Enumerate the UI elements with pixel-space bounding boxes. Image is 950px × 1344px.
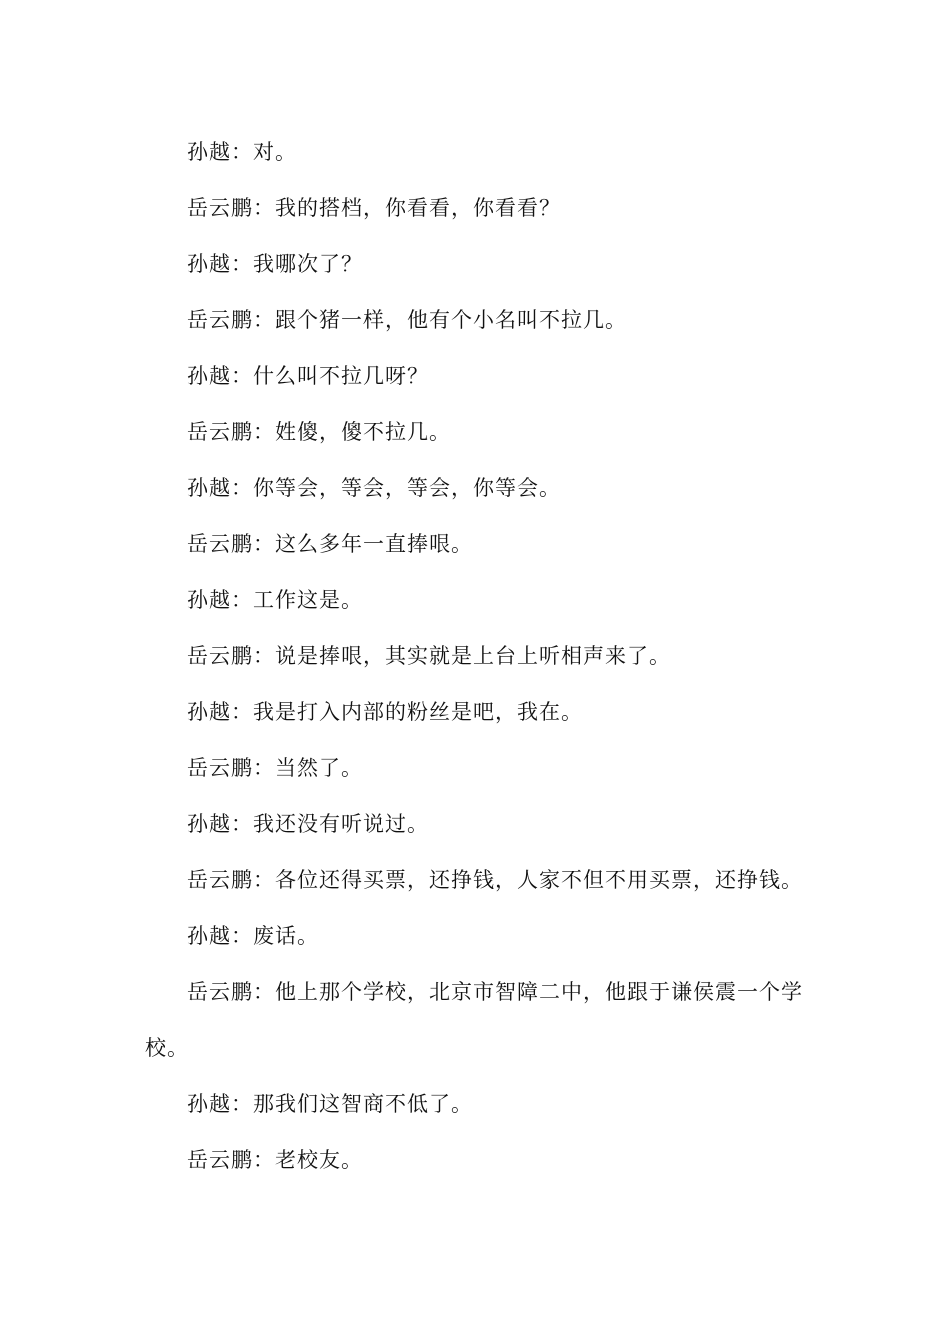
dialogue-line: 孙越：我哪次了？	[187, 252, 363, 276]
dialogue-line: 孙越：那我们这智商不低了。	[187, 1092, 473, 1116]
dialogue-line: 孙越：废话。	[187, 924, 319, 948]
dialogue-line: 岳云鹏：姓傻，傻不拉几。	[187, 420, 451, 444]
dialogue-line: 岳云鹏：这么多年一直捧哏。	[187, 532, 473, 556]
dialogue-line: 孙越：你等会，等会，等会，你等会。	[187, 476, 561, 500]
dialogue-line: 孙越：对。	[187, 140, 297, 164]
dialogue-line: 岳云鹏：他上那个学校，北京市智障二中，他跟于谦侯震一个学校。	[145, 980, 803, 1060]
dialogue-line: 孙越：工作这是。	[187, 588, 363, 612]
dialogue-line: 岳云鹏：老校友。	[187, 1148, 363, 1172]
dialogue-line: 岳云鹏：我的搭档，你看看，你看看？	[187, 196, 561, 220]
dialogue-line: 孙越：我还没有听说过。	[187, 812, 429, 836]
dialogue-line: 岳云鹏：当然了。	[187, 756, 363, 780]
dialogue-line: 岳云鹏：各位还得买票，还挣钱，人家不但不用买票，还挣钱。	[187, 868, 803, 892]
dialogue-line: 岳云鹏：说是捧哏，其实就是上台上听相声来了。	[187, 644, 671, 668]
dialogue-body	[145, 124, 810, 1188]
dialogue-line: 岳云鹏：跟个猪一样，他有个小名叫不拉几。	[187, 308, 627, 332]
dialogue-line: 孙越：我是打入内部的粉丝是吧，我在。	[187, 700, 583, 724]
dialogue-line: 孙越：什么叫不拉几呀？	[187, 364, 429, 388]
